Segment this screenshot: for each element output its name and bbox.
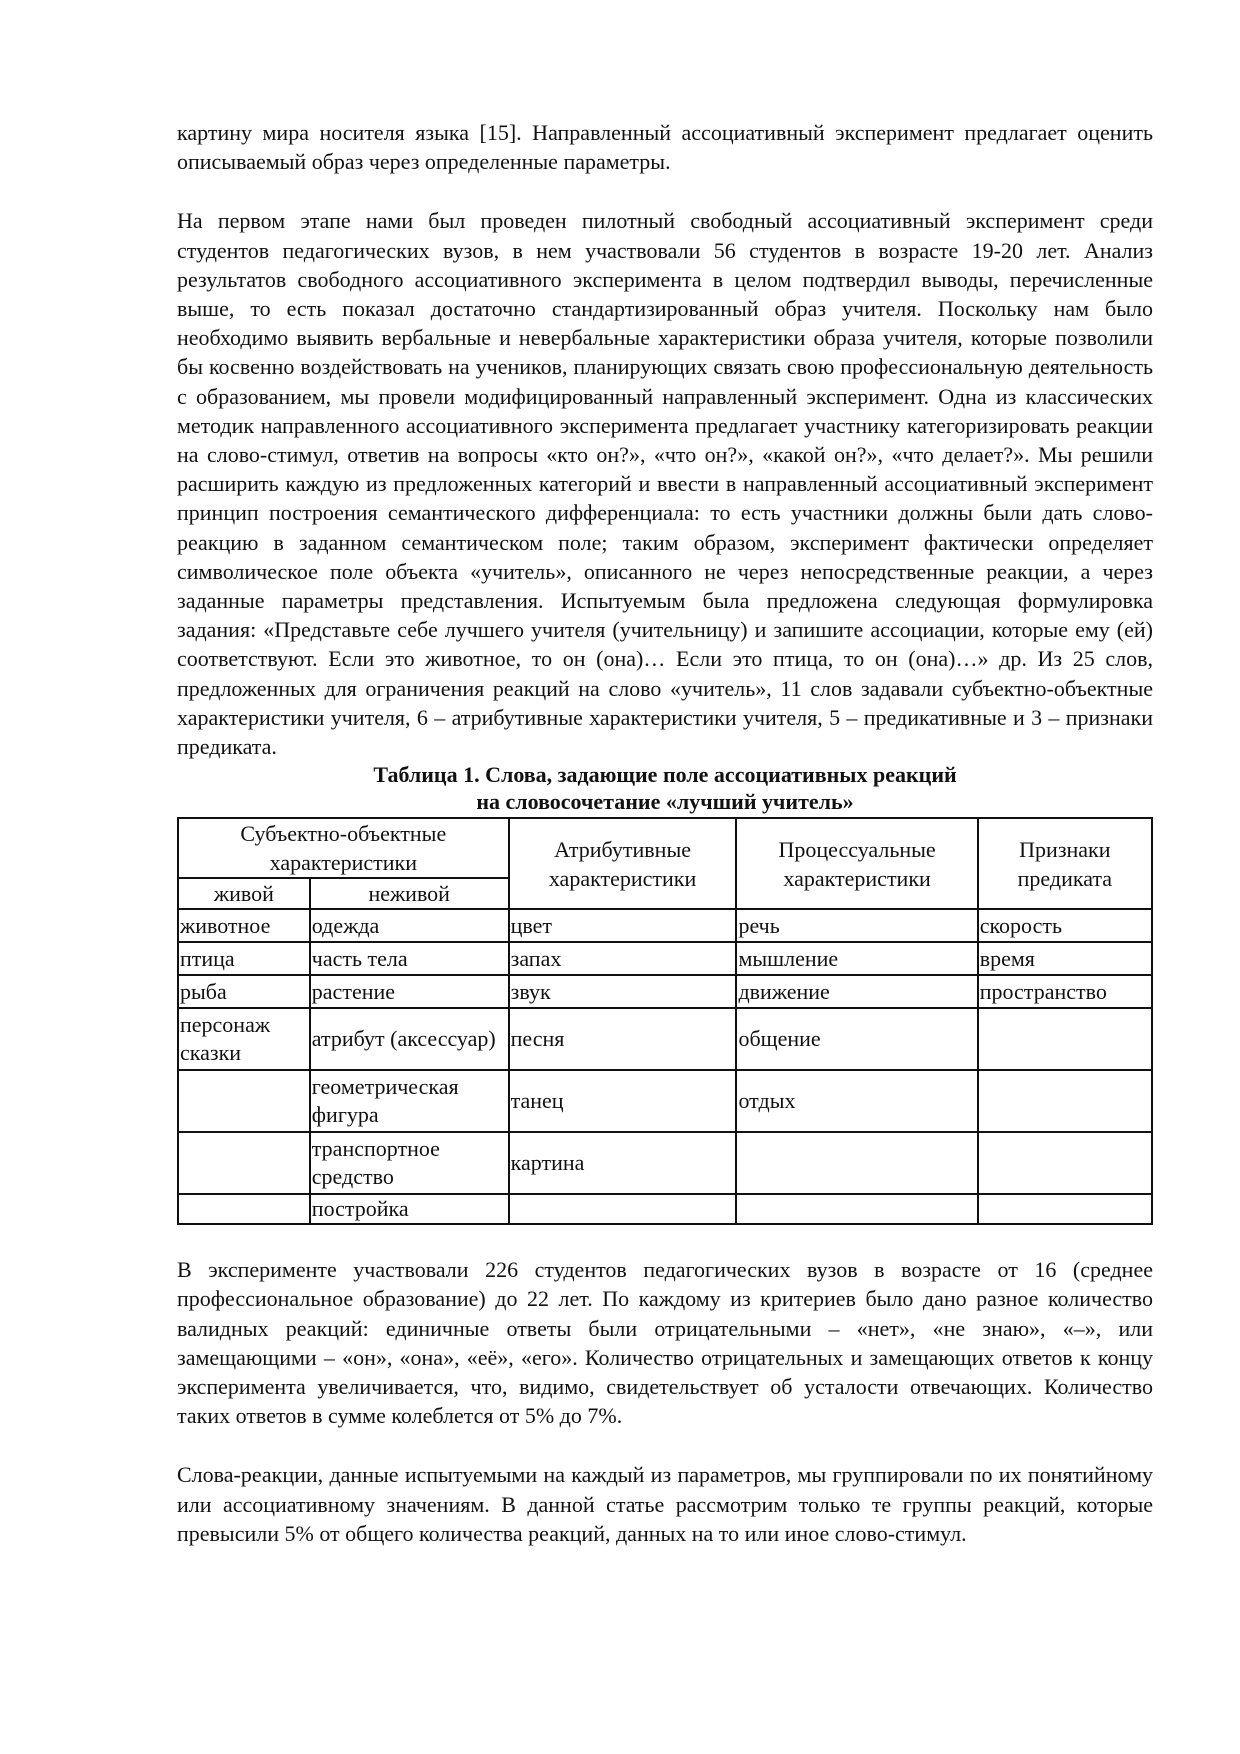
table-cell	[978, 1132, 1152, 1194]
table-caption-line1: Таблица 1. Слова, задающие поле ассоциативных реакций	[373, 762, 957, 788]
paragraph-participants: В эксперименте участвовали 226 студентов педагогических вузов в возрасте от 16 (среднее профессиональное образование) до 22 лет. По каждому из критериев было дано разное количество валидных реакций: единичные ответы были отрицательными – «нет», «не знаю», «–», или замещающими – «он», «она», «её», «его». Количество отрицательных и замещающих ответов к концу эксперимента увеличивается, что, видимо, свидетельствует об усталости отвечающих. Количество таких ответов в сумме колеблется от 5% до 7%.	[177, 1257, 1153, 1429]
header-animate: живой	[178, 878, 310, 909]
table-row	[178, 1070, 1152, 1132]
header-attributive: Атрибутивные характеристики	[509, 818, 737, 909]
table-cell	[978, 1008, 1152, 1070]
table-cell: песня	[509, 1008, 737, 1070]
table-cell: звук	[509, 975, 737, 1008]
table-cell: скорость	[978, 909, 1152, 942]
table-row	[178, 942, 1152, 975]
table-cell: часть тела	[310, 942, 509, 975]
table-row	[178, 1194, 1152, 1224]
table-row	[178, 909, 1152, 942]
table-cell: постройка	[310, 1194, 509, 1224]
table-cell: геометрическая фигура	[310, 1070, 509, 1132]
table-cell	[736, 1194, 977, 1224]
paragraph-gap	[177, 1430, 1153, 1460]
table-cell	[178, 1194, 310, 1224]
table-cell: мышление	[736, 942, 977, 975]
paragraph-intro: картину мира носителя языка [15]. Направленный ассоциативный эксперимент предлагает оценить описываемый образ через определенные параметры.	[177, 120, 1153, 175]
table-row	[178, 1132, 1152, 1194]
table-cell	[978, 1194, 1152, 1224]
table-cell: одежда	[310, 909, 509, 942]
table-row	[178, 975, 1152, 1008]
table-cell: время	[978, 942, 1152, 975]
header-subject-object: Субъектно-объектные характеристики	[178, 818, 509, 878]
table-cell	[178, 1132, 310, 1194]
table-cell: отдых	[736, 1070, 977, 1132]
table-cell: атрибут (аксессуар)	[310, 1008, 509, 1070]
header-predicate-features: Признаки предиката	[978, 818, 1152, 909]
table-cell: животное	[178, 909, 310, 942]
table-cell: цвет	[509, 909, 737, 942]
paragraph-gap	[177, 176, 1153, 206]
table-cell: движение	[736, 975, 977, 1008]
table-row	[178, 1008, 1152, 1070]
header-inanimate: неживой	[310, 878, 509, 909]
table-cell	[978, 1070, 1152, 1132]
paragraph-method: На первом этапе нами был проведен пилотный свободный ассоциативный эксперимент среди студентов педагогических вузов, в нем участвовали 56 студентов в возрасте 19-20 лет. Анализ результатов свободного ассоциативного эксперимента в целом подтвердил выводы, перечисленные выше, то есть показал достаточно стандартизированный образ учителя. Поскольку нам было необходимо выявить вербальные и невербальные характеристики образа учителя, которые позволили бы косвенно воздействовать на учеников, планирующих связать свою профессиональную деятельность с образованием, мы провели модифицированный направленный эксперимент. Одна из классических методик направленного ассоциативного эксперимента предлагает участнику категоризировать реакции на слово-стимул, ответив на вопросы «кто он?», «что он?», «какой он?», «что делает?». Мы решили расширить каждую из предложенных категорий и ввести в направленный ассоциативный эксперимент принцип построения семантического дифференциала: то есть участники должны были дать слово-реакцию в заданном семантическом поле; таким образом, эксперимент фактически определяет символическое поле объекта «учитель», описанного не через непосредственные реакции, а через заданные параметры представления. Испытуемым была предложена следующая формулировка задания: «Представьте себе лучшего учителя (учительницу) и запишите ассоциации, которые ему (ей) соответствуют. Если это животное, то он (она)… Если это птица, то он (она)…» др. Из 25 слов, предложенных для ограничения реакций на слово «учитель», 11 слов задавали субъектно-объектные характеристики учителя, 6 – атрибутивные характеристики учителя, 5 – предикативные и 3 – признаки предиката.	[177, 208, 1153, 760]
table-cell	[509, 1194, 737, 1224]
table-cell: речь	[736, 909, 977, 942]
table-cell: птица	[178, 942, 310, 975]
table-cell: картина	[509, 1132, 737, 1194]
table-cell	[178, 1070, 310, 1132]
table-cell: пространство	[978, 975, 1152, 1008]
table-cell	[736, 1132, 977, 1194]
stimulus-words-table	[177, 817, 1153, 1225]
table-cell: запах	[509, 942, 737, 975]
table-cell: рыба	[178, 975, 310, 1008]
document-page	[177, 118, 1153, 1548]
paragraph-grouping: Слова-реакции, данные испытуемыми на каждый из параметров, мы группировали по их понятийному или ассоциативному значениям. В данной статье рассмотрим только те группы реакций, которые превысили 5% от общего количества реакций, данных на то или иное слово-стимул.	[177, 1462, 1153, 1546]
table-cell: танец	[509, 1070, 737, 1132]
table-cell: общение	[736, 1008, 977, 1070]
table-cell: растение	[310, 975, 509, 1008]
header-processual: Процессуальные характеристики	[736, 818, 977, 909]
table-caption-line2: на словосочетание «лучший учитель»	[476, 789, 854, 815]
table-cell: транспортное средство	[310, 1132, 509, 1194]
table-cell: персонаж сказки	[178, 1008, 310, 1070]
